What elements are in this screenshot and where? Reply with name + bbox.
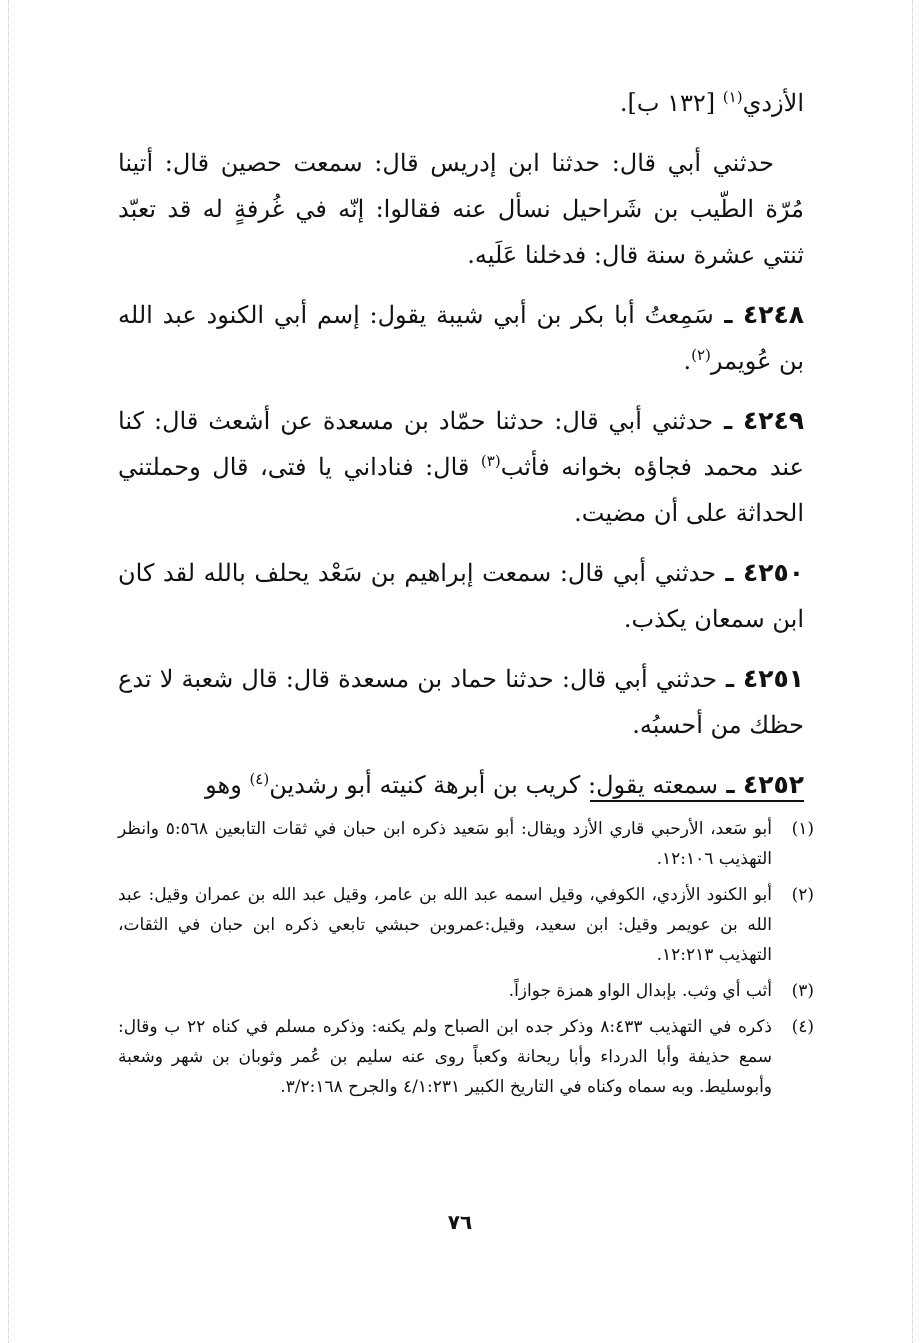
hadith-dash: ـ — [713, 407, 743, 435]
footnote-4 — [118, 1012, 814, 1102]
hadith-4249 — [118, 398, 804, 536]
paragraph-continuation — [118, 80, 804, 126]
footnote-text: أبو سَعد، الأرحبي قاري الأزد ويقال: أبو سَعيد ذكره ابن حبان في ثقات التابعين ٥:٥٦٨ وانظر التهذيب ١٢:١٠٦. — [118, 819, 772, 869]
hadith-number: ٤٢٥١ — [742, 664, 804, 693]
hadith-number: ٤٢٥٢ — [742, 770, 804, 799]
footnote-ref-2: (٢) — [691, 346, 711, 364]
footnote-ref-4: (٤) — [249, 770, 270, 788]
footnote-text: ذكره في التهذيب ٨:٤٣٣ وذكر جده ابن الصباح ولم يكنه: وذكره مسلم في كناه ٢٢ ب وقال: سمع حذيفة وأبا الدرداء وأبا ريحانة وكعباً روى عنه سليم بن عُمر وثوبان بن شهر وشعبة وأبوسليط. وبه سماه وكناه في التاريخ الكبير ٤/١:٢٣١ والجرح ٣/٢:١٦٨. — [118, 1017, 772, 1097]
footnote-2 — [118, 880, 814, 970]
footnote-number: (٢) — [791, 885, 814, 905]
hadith-number: ٤٢٤٩ — [742, 406, 805, 435]
footnote-ref-1: (١) — [722, 88, 743, 106]
hadith-number: ٤٢٤٨ — [742, 300, 804, 329]
footnote-text: أبو الكنود الأزدي، الكوفي، وقيل اسمه عبد الله بن عامر، وقيل عبد الله بن عمران وقيل: عبد الله بن عويمر وقيل: ابن سعيد، وقيل:عمروبن حبشي تابعي ذكره ابن حبان في الثقات، التهذيب ١٢:٢١٣. — [118, 885, 772, 965]
footnote-number: (١) — [791, 819, 814, 839]
footnotes — [118, 814, 814, 1108]
hadith-dash: ـ — [716, 559, 743, 587]
footnote-number: (٣) — [791, 981, 814, 1001]
paragraph-text: حدثني أبي قال: حدثنا ابن إدريس قال: سمعت حصين قال: أتينا مُرّة الطّيب بن شَراحيل نسأل عنه فقالوا: إنّه في غُرفةٍ له قد تعبّد ثنتي عشرة سنة قال: فدخلنا عَلَيه. — [118, 149, 804, 269]
page-number: ٧٦ — [447, 1210, 473, 1234]
footnote-1 — [118, 814, 814, 874]
left-margin-dots — [8, 0, 9, 1343]
hadith-4251 — [118, 656, 804, 748]
hadith-text: سمعته يقول: كريب بن أبرهة كنيته أبو رشدين — [269, 771, 719, 799]
footnote-number: (٤) — [791, 1017, 814, 1037]
footnote-3 — [118, 976, 814, 1006]
footnote-ref-3: (٣) — [480, 452, 501, 470]
hadith-dash: ـ — [718, 771, 743, 799]
hadith-text: سَمِعتُ أبا بكر بن أبي شيبة يقول: إسم أبي الكنود عبد الله بن عُويمر — [118, 301, 804, 375]
hadith-tail: قال: فناداني يا فتى، قال وحملتني الحداثة على أن مضيت. — [118, 453, 804, 527]
footnote-separator — [590, 800, 804, 802]
hadith-tail: . — [683, 347, 692, 375]
paragraph-tail: [١٣٢ ب]. — [619, 89, 723, 117]
hadith-text: حدثني أبي قال: حدثنا حمّاد بن مسعدة عن أشعث قال: كنا عند محمد فجاؤه بخوانه فأثب — [118, 407, 804, 481]
hadith-4248 — [118, 292, 804, 384]
hadith-text: حدثني أبي قال: سمعت إبراهيم بن سَعْد يحلف بالله لقد كان ابن سمعان يكذب. — [118, 559, 804, 633]
hadith-text: حدثني أبي قال: حدثنا حماد بن مسعدة قال: قال شعبة لا تدع حظك من أحسبُه. — [118, 665, 804, 739]
paragraph-hadith-chain — [118, 140, 804, 278]
right-margin-dots — [912, 0, 913, 1343]
footnote-text: أثب أي وثب. بإبدال الواو همزة جوازاً. — [508, 981, 772, 1001]
hadith-number: ٤٢٥٠ — [742, 558, 804, 587]
hadith-4250 — [118, 550, 804, 642]
hadith-dash: ـ — [717, 665, 743, 693]
main-text — [118, 80, 804, 822]
hadith-tail: وهو — [205, 771, 250, 799]
paragraph-text: الأزدي — [742, 89, 804, 117]
hadith-dash: ـ — [713, 301, 743, 329]
